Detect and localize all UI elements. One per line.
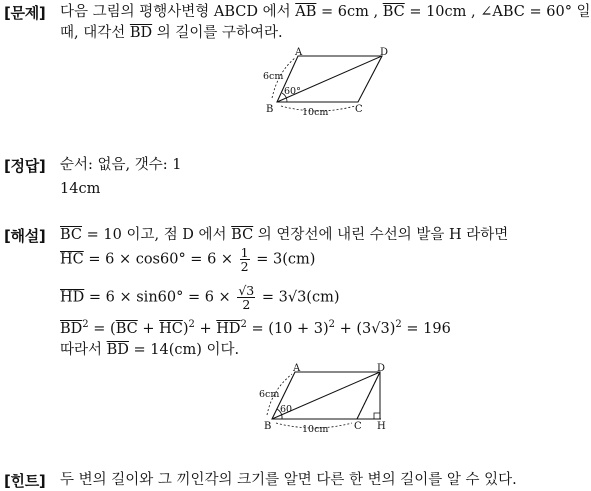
solution-line-1: $\overline{BC} = 10$ 이고, 점 D 에서 $\overline{BC}$ 의 연장선에 내린 수선의 발을 H 라하면 bbox=[60, 227, 509, 243]
answer-label: [정답] bbox=[4, 157, 46, 175]
vertex-d-label: D bbox=[377, 363, 386, 374]
problem-line-2: 때, 대각선 $\overline{BD}$ 의 길이를 구하여라. bbox=[60, 25, 283, 41]
solution-line-2: $\overline{HC} = 6 \times \cos 60^\circ = 6$ × $\frac{1}{2}$ = 3(cm) bbox=[60, 245, 316, 274]
side-length-label: 6cm bbox=[263, 71, 284, 82]
problem-label: [문제] bbox=[4, 4, 46, 22]
fraction-half: $\frac{1}{2}$ bbox=[240, 245, 249, 274]
vertex-h-label: H bbox=[377, 421, 386, 432]
base-length-label: 10cm bbox=[302, 107, 329, 118]
vertex-d-label: D bbox=[380, 47, 389, 58]
vertex-c-label: C bbox=[354, 421, 362, 432]
solution-line-3: $\overline{HD} = 6 \times \sin 60^\circ = 6$ × $\frac{√3}{2}$ = 3√3(cm) bbox=[60, 283, 340, 312]
answer-value: 14cm bbox=[60, 181, 101, 197]
angle-label: 60 bbox=[280, 404, 293, 415]
vertex-a-label: A bbox=[295, 47, 303, 58]
base-length-label: 10cm bbox=[302, 424, 329, 435]
right-angle-mark bbox=[374, 413, 380, 419]
side-length-label: 6cm bbox=[259, 389, 280, 400]
vertex-b-label: B bbox=[266, 104, 274, 115]
solution-line-4: $\overline{BD}^2 = (\overline{BC} + \overline{HC})^2 + \overline{HD}^2 = (10 + 3)^2 + (3√3)^2 = 196$ bbox=[60, 319, 451, 337]
angle-label: 60° bbox=[284, 86, 301, 97]
hint-label: [힌트] bbox=[4, 472, 46, 490]
vertex-c-label: C bbox=[355, 104, 363, 115]
hint-text: 두 변의 길이와 그 끼인각의 크기를 알면 다른 한 변의 길이를 알 수 있다. bbox=[60, 472, 517, 488]
answer-order-count: 순서: 없음, 갯수: 1 bbox=[60, 157, 182, 173]
fraction-root3-over-2: $\frac{√3}{2}$ bbox=[238, 283, 255, 312]
vertex-a-label: A bbox=[293, 363, 301, 374]
solution-label: [해설] bbox=[4, 227, 46, 245]
solution-line-5: 따라서 $\overline{BD} = 14(cm)$ 이다. bbox=[60, 342, 240, 358]
vertex-b-label: B bbox=[264, 421, 272, 432]
problem-line-1: 다음 그림의 평행사변형 ABCD 에서 $\overline{AB} = 6cm$ , $\overline{BC} = 10cm$ , ∠ABC = 60° 일 bbox=[60, 4, 591, 20]
